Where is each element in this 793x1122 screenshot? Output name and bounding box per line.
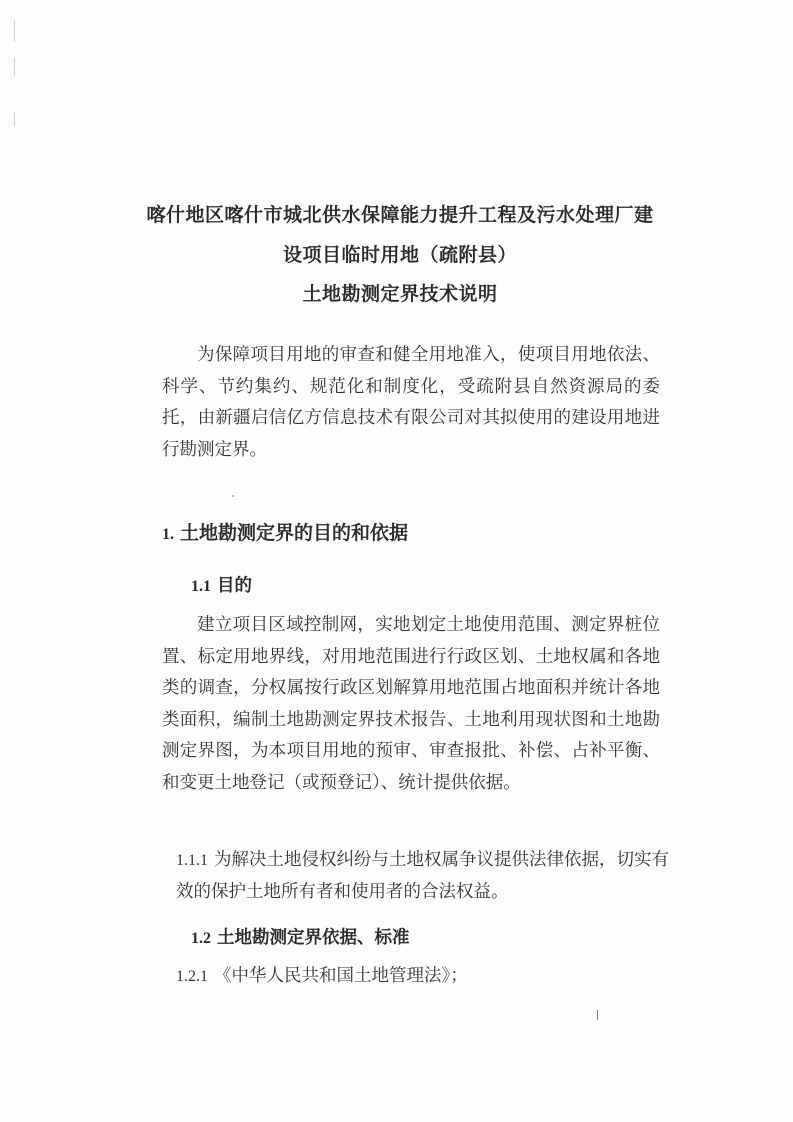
- section-1-1-title: 目的: [217, 576, 252, 596]
- document-title-line-2: 设项目临时用地（疏附县）: [282, 244, 517, 266]
- section-1-1-heading: [191, 572, 252, 597]
- section-1-2-number: 1.2: [191, 930, 211, 947]
- scan-artifact: [14, 20, 15, 42]
- section-1-2-1-text: 《中华人民共和国土地管理法》；: [214, 966, 468, 986]
- section-1-1-1-number: 1.1.1: [176, 852, 208, 869]
- scan-artifact: [14, 58, 15, 76]
- scan-speck: [232, 495, 234, 497]
- section-1-1-1-line-1: [176, 846, 669, 871]
- section-1-2-title: 土地勘测定界依据、标准: [217, 928, 410, 948]
- document-title-line-3: 土地勘测定界技术说明: [302, 283, 498, 305]
- scan-mark-tick: [597, 1010, 598, 1020]
- section-1-heading: [162, 518, 408, 545]
- section-1-2-1-number: 1.2.1: [176, 968, 208, 985]
- section-1-1-1-line-2: 效的保护土地所有者和使用者的合法权益。: [176, 882, 509, 902]
- section-1-2-1-line: [176, 962, 468, 987]
- intro-paragraph: 为保障项目用地的审查和健全用地准入，使项目用地依法、科学、节约集约、规范化和制度化，受疏附县自然资源局的委托，由新疆启信亿方信息技术有限公司对其拟使用的建设用地进行勘测定界。: [162, 345, 660, 460]
- section-1-title: 土地勘测定界的目的和依据: [180, 522, 409, 544]
- section-1-2-heading: [191, 924, 410, 949]
- section-1-1-body: 建立项目区域控制网，实地划定土地使用范围、测定界桩位置、标定用地界线，对用地范围进行行政区划、土地权属和各地类的调查，分权属按行政区划解算用地范围占地面积并统计各地类面积，编制土地勘测定界技术报告、土地利用现状图和土地勘测定界图，为本项目用地的预审、审查报批、补偿、占补平衡、和变更土地登记（或预登记）、统计提供依据。: [162, 615, 660, 793]
- section-1-1-number: 1.1: [191, 578, 211, 595]
- scan-artifact: [14, 112, 15, 126]
- document-title-line-1: 喀什地区喀什市城北供水保障能力提升工程及污水处理厂建: [146, 204, 654, 226]
- section-1-1-1-text-1: 为解决土地侵权纠纷与土地权属争议提供法律依据，切实有: [214, 850, 669, 870]
- section-1-number: 1.: [162, 526, 174, 543]
